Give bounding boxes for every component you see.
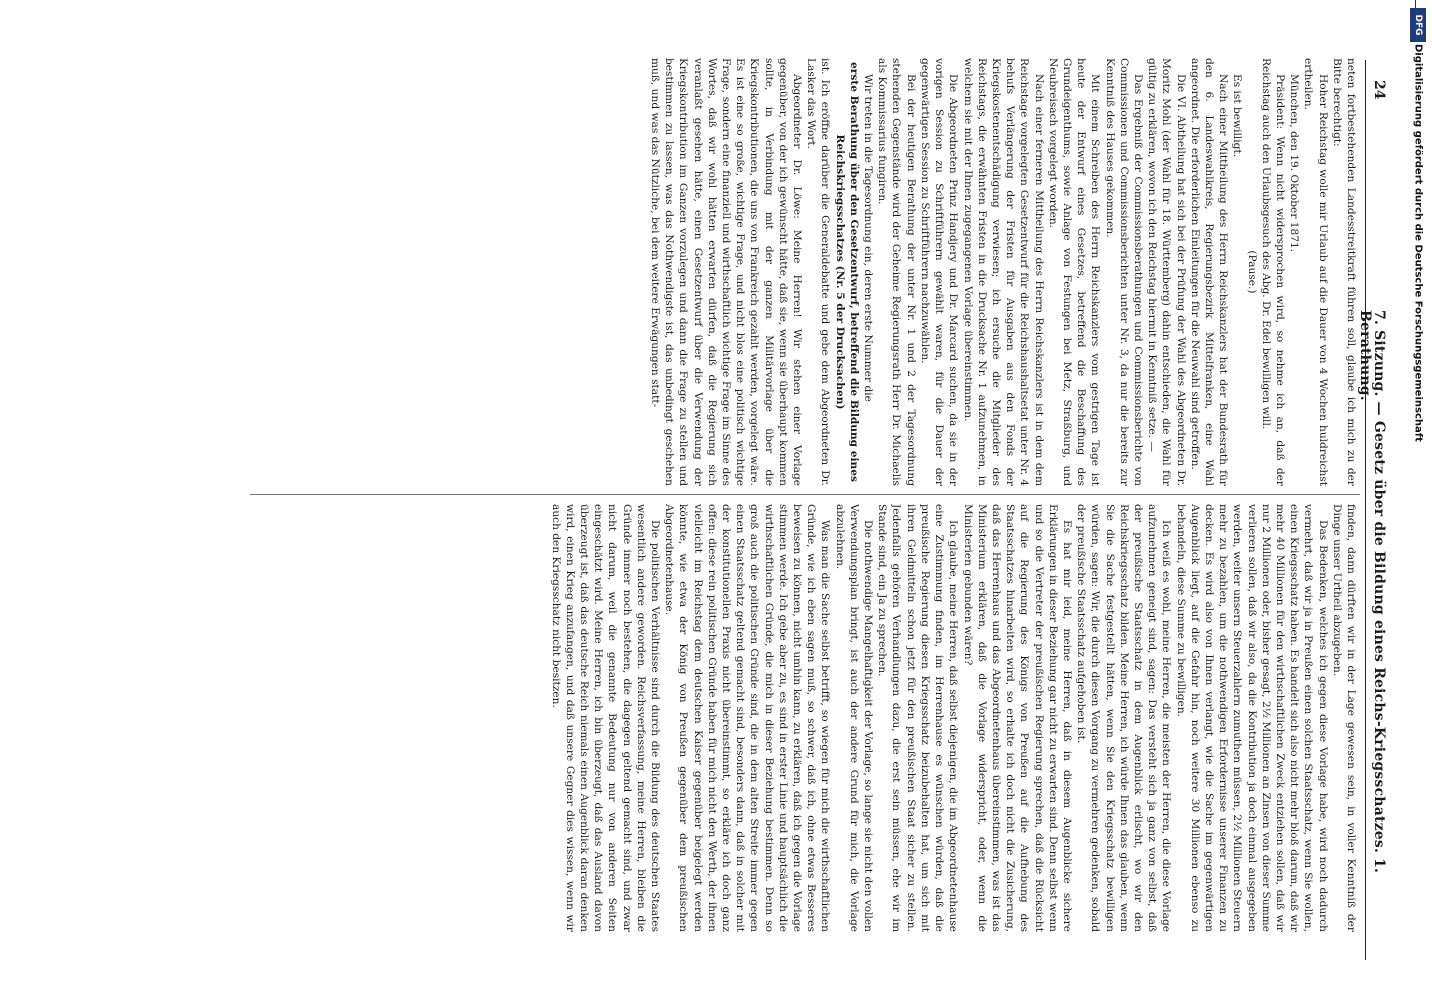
paragraph: Die Abgeordneten Prinz Handjery und Dr. Marcard suchen, da sie in der vorigen Session zu Schriftführern gewählt waren, für die Dauer der gegenwärtigen Session zu Schriftführern nachzuwählen. [918,58,960,486]
running-header [1356,60,1390,960]
paragraph: Mit einem Schreiben des Herrn Reichskanzlers vom gestrigen Tage ist heute der Entwurf eines Gesetzes, betreffend die Beschaffung des Grundeigenthums, sowie Anlage von Festungen bei Metz, Straßburg, und Neubreisach vorgelegt worden. [1046,58,1102,486]
running-title: 7. Sitzung. — Gesetz über die Bildung eines Reichs-Kriegsschatzes. 1. Berathung. [1356,310,1387,874]
left-text-column [258,58,1358,486]
paragraph: finden, dann dürften wir in der Lage gewesen sein, in voller Kenntniß der Dinge unser Urtheil abzugeben. [1330,504,1357,932]
pause-note: (Pause.) [1245,250,1258,294]
right-text-column [258,504,1358,932]
paragraph: Die VI. Abtheilung hat sich bei der Prüfung der Wahl des Abgeordneten Dr. Moritz Mohl (der Wahl für 18. Württemberg) dahin entschieden, die Wahl für gültig zu erklären, wovon ich den Reichstag hiermit in Kenntniß setze. — [1146,58,1187,486]
paragraph: Nach einer ferneren Mittheilung des Herrn Reichskanzlers ist in dem dem Reichstage vorgelegten Gesetzentwurf für die Reichshaushaltsetat unter Nr. 4 behufs Verlängerung der Fristen für Ausgaben aus den Fonds der Kriegskostenentschädigung verwiesen; ich ersuche die Mitglieder des Reichstags, die erwähnten Fristen in die Drucksache Nr. 1 aufzunehmen, in welchem sie mit der Ihnen zugegangenen Vorlage übereinstimmen. [961,58,1045,486]
paragraph: Die nothwendige Mangelhaftigkeit der Vorlage, so lange sie nicht den vollen Verwendungsplan bringt, ist auch der andere Grund für mich, die Vorlage abzulehnen. [833,504,875,932]
paragraph: Das Ergebniß der Commissionsberathungen und Commissionsberichte von Commissionen und Commissionsberichten unter Nr. 3, da nur die bereits zur Kenntniß des Hauses gekommen. [1103,58,1144,486]
paragraph: Wir treten in die Tagesordnung ein, deren erste Nummer die [862,74,875,402]
digitization-credit [1408,8,1428,608]
paragraph: Was man die Sache selbst betrifft, so wiegen für mich die wirthschaftlichen Gründe, wie ich eben sagen muß, so schwer, daß ich, ohne etwas Besseres beweisen zu können, nicht umhin kann, zu erklären, daß ich gegen die Vorlage stimmen werde. Ich gebe aber zu, es sind in erster Linie und hauptsächlich die wirthschaftlichen Gründe, die mich in dieser Beziehung bestimmen. Denn so groß auch die politischen Gründe sind, die in dem alten Streite immer gegen einen Staatsschatz geltend gemacht sind, besonders dann, daß in solcher mit der konstitutionellen Praxis nicht übereinstimmt, so erkläre ich doch ganz offen: diese rein politischen Gründe haben für mich nicht den Werth, der ihnen vielleicht im Reichstag dem deutschen Kaiser gegenüber beigelegt werden könnte, wie etwa der König von Preußen gegenüber dem preußischen Abgeordnetenhause. [663,504,832,932]
paragraph: Die politischen Verhältnisse sind durch die Bildung des deutschen Staates wesentlich andere geworden. Reichsverfassung, meine Herren, bleiben die Gründe immer noch bestehen, die dagegen geltend gemacht sind, und zwar nicht darum, weil die genannte Bedeutung nur von anderen Seiten eingeschätzt wird. Meine Herren, ich bin überzeugt, daß das Ausland davon überzeugt ist, daß das deutsche Reich niemals einen Augenblick daran denken wird, einen Krieg anzufangen, und daß unsere Gegner dies wissen, wenn wir auch den Kriegsschatz nicht besitzen. [549,504,662,932]
paragraph: neten fortbestehenden Landesstreitkraft führen soll, glaube ich mich zu der Bitte berechtigt: [1330,58,1357,486]
paragraph: Ich weiß es wohl, meine Herren, die meisten der Herren, die diese Vorlage aufzunehmen geneigt sind, sagen: Das versteht sich ja ganz von selbst, daß der preußische Staatsschatz in dem Augenblick erlischt, wo wir den Reichskriegsschatz bilden. Meine Herren, ich würde Ihnen das glauben, wenn Sie die Sache festgestellt hätten, wenn Sie den Kriegsschatz bewilligen würden, sagen: Wir, die durch diesen Vorgang zu vermehren gedenken, sobald der preußische Staatsschatz aufgehoben ist. [1075,504,1173,932]
column-divider [250,494,1360,495]
paragraph: Abgeordneter Dr. Löwe: Meine Herren! Wir stehen einer Vorlage gegenüber, von der ich gewünscht hätte, daß sie, wenn sie überhaupt kommen sollte, in Verbindung mit der ganzen Militärvorlage über die Kriegskontributionen, die uns von Frankreich gezahlt werden, vorgelegt wäre. Es ist eine so große, wichtige Frage, und nicht blos eine politisch wichtige Frage, sondern eine finanziell und wirthschaftlich wichtige Frage im Sinne des Wortes, daß wir wohl hätten erwarten dürfen, daß die Regierung sich veranlaßt gesehen hätte, einen Gesetzentwurf über die Verwendung der Kriegskontribution im Ganzen vorzulegen und dann die Frage zu stellen und bestimmen zu lassen, was das Nothwendigste ist, das unbedingt geschehen muß, und was das Nützliche, bei dem weitere Erwägungen statt- [649,58,804,486]
paragraph: Das Bedenken, welches ich gegen diese Vorlage habe, wird noch dadurch vermehrt, daß wir ja in Preußen einen solchen Staatsschatz, wenn Sie wollen, einen Kriegsschatz haben. Es handelt sich also nicht mehr bloß darum, daß wir mehr 40 Millionen für den wirthschaftlichen Zweck entziehen sollen, daß wir nur 2 Millionen oder, bisher gesagt, 2½ Millionen an Zinsen von dieser Summe verlieren sollen, daß wir also, da die Kontribution ja doch einmal ausgegeben werden, weiter unsern Steuerzahlern zumuthen müssen, 2½ Millionen Steuern mehr zu bezahlen, um die nothwendigen Erfordernisse unserer Finanzen zu decken. Es wird also von Ihnen verlangt, wie die Sache im gegenwärtigen Augenblick liegt, auf die Gefahr hin, noch weitere 30 Millionen ebenso zu behandeln, diese Summe zu bewilligen. [1174,504,1329,932]
paragraph: Es ist bewilligt. [1231,74,1244,158]
dfg-logo-text: DFG [1413,14,1423,36]
date-line: München, den 19. Oktober 1871. [1288,74,1301,253]
paragraph: ist. Ich eröffne darüber die Generaldebatte und gebe dem Abgeordneten Dr. Lasker das Wort. [805,58,832,486]
paragraph: Bei der heutigen Berathung der unter Nr. 1 und 2 der Tagesordnung stehenden Gegenstände wird der Geheime Regierungsrath Herr Dr. Michaelis als Kommissarius fungiren. [876,58,917,486]
rotated-scanned-page [36,20,1396,980]
agenda-item-heading: erste Berathung über den Gesetzentwurf, betreffend die Bildung eines Reichskriegsschatzes (Nr. 5 der Drucksachen) [833,62,860,482]
paragraph: Präsident: Wenn nicht widersprochen wird, so nehme ich an, daß der Reichstag auch den Urlaubsgesuch des Abg. Dr. Edel bewilligen will. [1259,58,1286,486]
credit-text: Digitalisierung gefördert durch die Deutsche Forschungsgemeinschaft [1412,44,1424,442]
paragraph: Nach einer Mittheilung des Herrn Reichskanzlers hat der Bundesrath für den 6. Landeswahlkreis, Regierungsbezirk Mittelfranken, eine Wahl angeordnet. Die erforderlichen Einleitungen für die Neuwahl sind getroffen. [1188,58,1230,486]
paragraph: Hoher Reichstag wolle mir Urlaub auf die Dauer von 4 Wochen huldreichst ertheilen. [1302,58,1329,486]
paragraph: Es hat mir leid, meine Herren, daß in diesem Augenblicke sichere Erklärungen in dieser Beziehung gar nicht zu erwarten sind. Denn selbst wenn und so die Vertreter der preußischen Regierung sprechen, daß die Rücksicht auf die Regierung des Königs von Preußen auf die Aufhebung des Staatsschatzes hinarbeiten wird, so erhalte ich doch nicht die Zusicherung, daß das Herrenhaus und das Abgeordnetenhaus übereinstimmen, was ist das Ministerium erklären, daß die Vorlage widerspricht, oder, wenn die Ministerien gebunden wären? [961,504,1073,932]
paragraph: Ich glaube, meine Herren, daß selbst diejenigen, die im Abgeordnetenhause eine Zustimmung finden, im Herrenhause es wünschen würden, daß die preußische Regierung diesen Kriegsschatz beizubehalten hat, um sich mit ihren Geldmitteln schon jetzt für den preußischen Staat sicher zu stellen. Jedenfalls gehören Verhandlungen dazu, die erst sein müssen, ehe wir im Stande sind, ein Ja zu sprechen. [876,504,960,932]
dfg-logo [1410,8,1426,42]
page-number: 24 [1371,80,1387,100]
